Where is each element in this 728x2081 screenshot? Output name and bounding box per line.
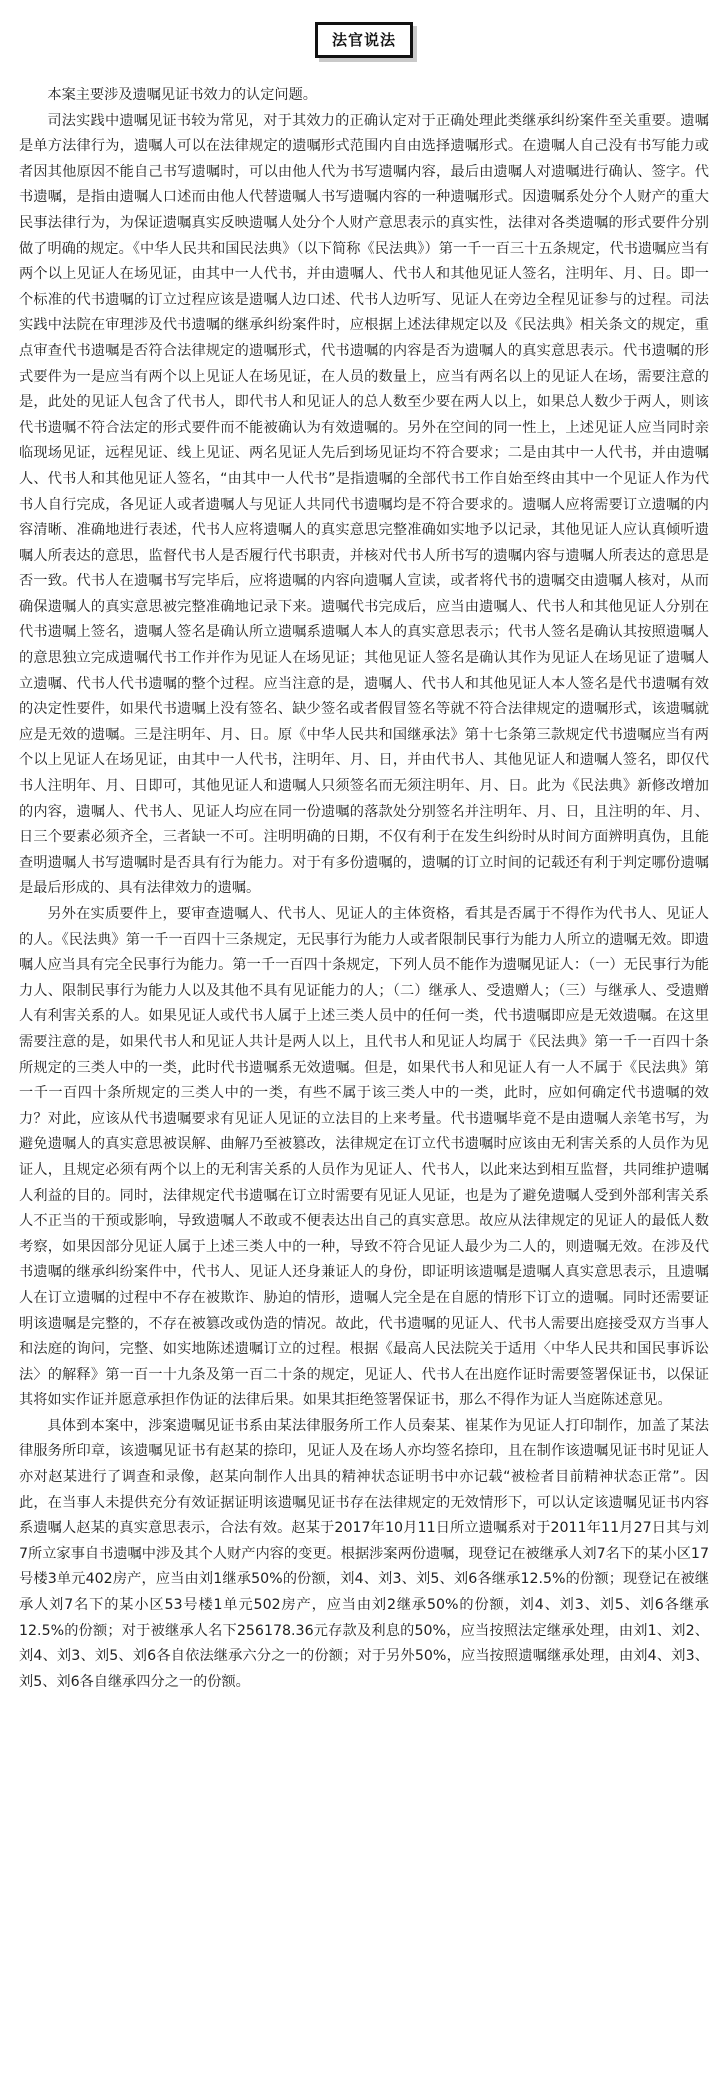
section-title: 法官说法 <box>315 22 413 58</box>
paragraph-substantive-requirements: 另外在实质要件上，要审查遗嘱人、代书人、见证人的主体资格，看其是否属于不得作为代书人、见证人的人。《民法典》第一千一百四十三条规定，无民事行为能力人或者限制民事行为能力人所立的遗嘱无效。即遗嘱人应当具有完全民事行为能力。第一千一百四十条规定，下列人员不能作为遗嘱见证人：（一）无民事行为能力人、限制民事行为能力人以及其他不具有见证能力的人；（二）继承人、受遗赠人；（三）与继承人、受遗赠人有利害关系的人。如果见证人或代书人属于上述三类人员中的任何一类，代书遗嘱即应是无效遗嘱。在这里需要注意的是，如果代书人和见证人共计是两人以上，且代书人和见证人均属于《民法典》第一千一百四十条所规定的三类人中的一类，此时代书遗嘱系无效遗嘱。但是，如果代书人和见证人有一人不属于《民法典》第一千一百四十条所规定的三类人中的一类，有些不属于该三类人中的一类，此时，应如何确定代书遗嘱的效力？对此，应该从代书遗嘱要求有见证人见证的立法目的上来考量。代书遗嘱毕竟不是由遗嘱人亲笔书写，为避免遗嘱人的真实意思被误解、曲解乃至被篡改，法律规定在订立代书遗嘱时应该由无利害关系的人员作为见证人，且规定必须有两个以上的无利害关系的人员作为见证人、代书人，以此来达到相互监督，共同维护遗嘱人利益的目的。同时，法律规定代书遗嘱在订立时需要有见证人见证，也是为了避免遗嘱人受到外部利害关系人不正当的干预或影响，导致遗嘱人不敢或不便表达出自己的真实意思。故应从法律规定的见证人的最低人数考察，如果因部分见证人属于上述三类人中的一种，导致不符合见证人最少为二人的，则遗嘱无效。在涉及代书遗嘱的继承纠纷案件中，代书人、见证人还身兼证人的身份，即证明该遗嘱是遗嘱人真实意思表示，且遗嘱人在订立遗嘱的过程中不存在被欺诈、胁迫的情形，遗嘱人完全是在自愿的情形下订立的遗嘱。同时还需要证明该遗嘱是完整的，不存在被篡改或伪造的情况。故此，代书遗嘱的见证人、代书人需要出庭接受双方当事人和法庭的询问，完整、如实地陈述遗嘱订立的过程。根据《最高人民法院关于适用〈中华人民共和国民事诉讼法〉的解释》第一百一十九条及第一百二十条的规定，见证人、代书人在出庭作证时需要签署保证书，以保证其将如实作证并愿意承担作伪证的法律后果。如果其拒绝签署保证书，那么不得作为证人当庭陈述意见。 <box>19 906 709 1409</box>
paragraph-case-application: 具体到本案中，涉案遗嘱见证书系由某法律服务所工作人员秦某、崔某作为见证人打印制作，加盖了某法律服务所印章，该遗嘱见证书有赵某的捺印，见证人及在场人亦均签名捺印，且在制作该遗嘱见证书时见证人亦对赵某进行了调查和录像，赵某向制作人出具的精神状态证明书中亦记载“被检者目前精神状态正常”。因此，在当事人未提供充分有效证据证明该遗嘱见证书存在法律规定的无效情形下，可以认定该遗嘱见证书内容系遗嘱人赵某的真实意思表示，合法有效。赵某于2017年10月11日所立遗嘱系对于2011年11月27日其与刘7所立家事自书遗嘱中涉及其个人财产内容的变更。根据涉案两份遗嘱，现登记在被继承人刘7名下的某小区17号楼3单元402房产，应当由刘1继承50%的份额，刘4、刘3、刘5、刘6各继承12.5%的份额；现登记在被继承人刘7名下的某小区53号楼1单元502房产，应当由刘2继承50%的份额，刘4、刘3、刘5、刘6各继承12.5%的份额；对于被继承人名下256178.36元存款及利息的50%，应当按照法定继承处理，由刘1、刘2、刘4、刘3、刘5、刘6各自依法继承六分之一的份额；对于另外50%，应当按照遗嘱继承处理，由刘4、刘3、刘5、刘6各自继承四分之一的份额。 <box>19 1417 709 1690</box>
title-container <box>0 22 728 58</box>
paragraph-formal-requirements: 司法实践中遗嘱见证书较为常见，对于其效力的正确认定对于正确处理此类继承纠纷案件至关重要。遗嘱是单方法律行为，遗嘱人可以在法律规定的遗嘱形式范围内自由选择遗嘱形式。在遗嘱人自己没有书写能力或者因其他原因不能自己书写遗嘱时，可以由他人代为书写遗嘱内容，最后由遗嘱人对遗嘱进行确认、签字。代书遗嘱，是指由遗嘱人口述而由他人代替遗嘱人书写遗嘱内容的一种遗嘱形式。因遗嘱系处分个人财产的重大民事法律行为，为保证遗嘱真实反映遗嘱人处分个人财产意思表示的真实性，法律对各类遗嘱的形式要件分别做了明确的规定。《中华人民共和国民法典》（以下简称《民法典》）第一千一百三十五条规定，代书遗嘱应当有两个以上见证人在场见证，由其中一人代书，并由遗嘱人、代书人和其他见证人签名，注明年、月、日。即一个标准的代书遗嘱的订立过程应该是遗嘱人边口述、代书人边听写、见证人在旁边全程见证参与的过程。司法实践中法院在审理涉及代书遗嘱的继承纠纷案件时，应根据上述法律规定以及《民法典》相关条文的规定，重点审查代书遗嘱是否符合法律规定的遗嘱形式，代书遗嘱的内容是否为遗嘱人的真实意思表示。代书遗嘱的形式要件为一是应当有两个以上见证人在场见证，在人员的数量上，应当有两名以上的见证人在场，需要注意的是，此处的见证人包含了代书人，即代书人和见证人的总人数至少要在两人以上，如果总人数少于两人，则该代书遗嘱不符合法定的形式要件而不能被确认为有效遗嘱的。另外在空间的同一性上，上述见证人应当同时亲临现场见证，远程见证、线上见证、两名见证人先后到场见证均不符合要求；二是由其中一人代书，并由遗嘱人、代书人和其他见证人签名，“由其中一人代书”是指遗嘱的全部代书工作自始至终由其中一个见证人作为代书人自行完成，各见证人或者遗嘱人与见证人共同代书遗嘱均是不符合要求的。遗嘱人应将需要订立遗嘱的内容清晰、准确地进行表述，代书人应将遗嘱人的真实意思完整准确如实地予以记录，其他见证人应认真倾听遗嘱人所表达的意思，监督代书人是否履行代书职责，并核对代书人所书写的遗嘱内容与遗嘱人所表达的意思是否一致。代书人在遗嘱书写完毕后，应将遗嘱的内容向遗嘱人宣读，或者将代书的遗嘱交由遗嘱人核对，从而确保遗嘱人的真实意思被完整准确地记录下来。遗嘱代书完成后，应当由遗嘱人、代书人和其他见证人分别在代书遗嘱上签名，遗嘱人签名是确认所立遗嘱系遗嘱人本人的真实意思表示；代书人签名是确认其按照遗嘱人的意思独立完成遗嘱代书工作并作为见证人在场见证；其他见证人签名是确认其作为见证人在场见证了遗嘱人立遗嘱、代书人代书遗嘱的整个过程。应当注意的是，遗嘱人、代书人和其他见证人本人签名是代书遗嘱有效的决定性要件，如果代书遗嘱上没有签名、缺少签名或者假冒签名等就不符合法律规定的遗嘱形式，该遗嘱就应是无效的遗嘱。三是注明年、月、日。原《中华人民共和国继承法》第十七条第三款规定代书遗嘱应当有两个以上见证人在场见证，由其中一人代书，注明年、月、日，并由代书人、其他见证人和遗嘱人签名，即仅代书人注明年、月、日即可，其他见证人和遗嘱人只须签名而无须注明年、月、日。此为《民法典》新修改增加的内容，遗嘱人、代书人、见证人均应在同一份遗嘱的落款处分别签名并注明年、月、日，且注明的年、月、日三个要素必须齐全，三者缺一不可。注明明确的日期，不仅有利于在发生纠纷时从时间方面辨明真伪，且能查明遗嘱人书写遗嘱时是否具有行为能力。对于有多份遗嘱的，遗嘱的订立时间的记载还有利于判定哪份遗嘱是最后形成的、具有法律效力的遗嘱。 <box>19 112 709 897</box>
paragraph-intro: 本案主要涉及遗嘱见证书效力的认定问题。 <box>47 87 317 103</box>
article-body <box>19 83 709 1695</box>
